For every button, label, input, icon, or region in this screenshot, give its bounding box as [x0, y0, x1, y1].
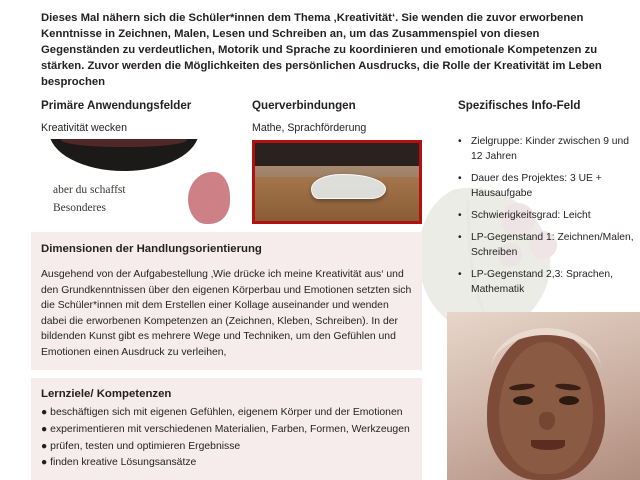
list-item-label: Dauer des Projektes: 3 UE + Hausaufgabe — [471, 173, 602, 200]
photo-caption — [53, 182, 203, 218]
photo-caption-line2: Besonderes — [53, 201, 107, 214]
list-item-label: LP-Gegenstand 2,3: Sprachen, Mathematik — [471, 269, 613, 296]
title-lernziele: Lernziele/ Kompetenzen — [41, 388, 172, 400]
list-item: ● experimentieren mit verschiedenen Materialien, Farben, Formen, Werkzeugen — [41, 423, 410, 435]
heading-infofeld: Spezifisches Info-Feld — [458, 99, 581, 112]
list-item: ● finden kreative Lösungsansätze — [41, 457, 197, 469]
text-anwendungsfelder: Kreativität wecken — [41, 122, 127, 134]
title-dimensionen: Dimensionen der Handlungsorientierung — [41, 243, 262, 255]
list-item: ● beschäftigen sich mit eigenen Gefühlen, eigenem Körper und der Emotionen — [41, 407, 403, 418]
bullet-icon: • — [458, 269, 462, 281]
intro-paragraph: Dieses Mal nähern sich die Schüler*innen dem Thema ‚Kreativität‘. Sie wenden die zuvor erworbenen Kenntnisse in Zeichnen, Malen, Lesen und Schreiben an, um das Zusammenspiel von diesen Gegenständen zu verdeutlichen, Motorik und Sprache zu koordinieren und emotionale Kompetenzen zu stärken. Zuvor werden die Möglichkeiten des persönlichen Ausdrucks, die Rolle der Kreativität im Leben besprochen — [41, 12, 602, 89]
list-item: ● prüfen, testen und optimieren Ergebnisse — [41, 440, 241, 452]
bullet-icon: • — [458, 173, 462, 185]
list-item — [458, 230, 634, 260]
photo-caption-line1: aber du schaffst — [53, 184, 126, 196]
list-item — [458, 208, 634, 223]
photo-glass-shoe — [252, 140, 422, 224]
bullet-icon: • — [458, 232, 462, 244]
portrait-eye-left — [513, 396, 533, 405]
list-item — [458, 267, 634, 297]
portrait-mouth — [531, 440, 565, 450]
photo-glass-shoe-inner — [255, 143, 419, 221]
text-querverbindungen: Mathe, Sprachförderung — [252, 122, 367, 134]
bullet-icon: • — [458, 136, 462, 147]
portrait-eye-right — [559, 396, 579, 405]
bullet-icon: • — [458, 210, 462, 222]
list-item — [458, 134, 634, 164]
infofeld-list — [458, 134, 634, 304]
list-item-label: Zielgruppe: Kinder zwischen 9 und 12 Jahren — [471, 136, 629, 163]
list-item — [458, 171, 634, 201]
list-item-label: LP-Gegenstand 1: Zeichnen/Malen, Schreiben — [471, 232, 634, 259]
photo-background-dark — [255, 143, 419, 166]
list-item-label: Schwierigkeitsgrad: Leicht — [471, 210, 591, 222]
photo-portrait-child — [447, 312, 640, 480]
body-dimensionen: Ausgehend von der Aufgabestellung ‚Wie drücke ich meine Kreativität aus‘ und den Grundkenntnissen über den eigenen Körperbau und Emotionen setzten sich die Schüler*innen mit dem Erstellen einer Kollage auseinander und wenden dabei die erworbenen Kompetenzen an (Zeichnen, Kleben, Schreiben). In der bildenden Kunst gibt es mehrere Wege und Techniken, um den Gefühlen und Emotionen einen Ausdruck zu verleihen, — [41, 269, 412, 359]
photo-glass-shoe-object — [311, 174, 386, 199]
heading-querverbindungen: Querverbindungen — [252, 99, 356, 112]
heading-anwendungsfelder: Primäre Anwendungsfelder — [41, 99, 192, 112]
portrait-nose — [539, 412, 555, 430]
lernziele-list — [41, 405, 413, 472]
